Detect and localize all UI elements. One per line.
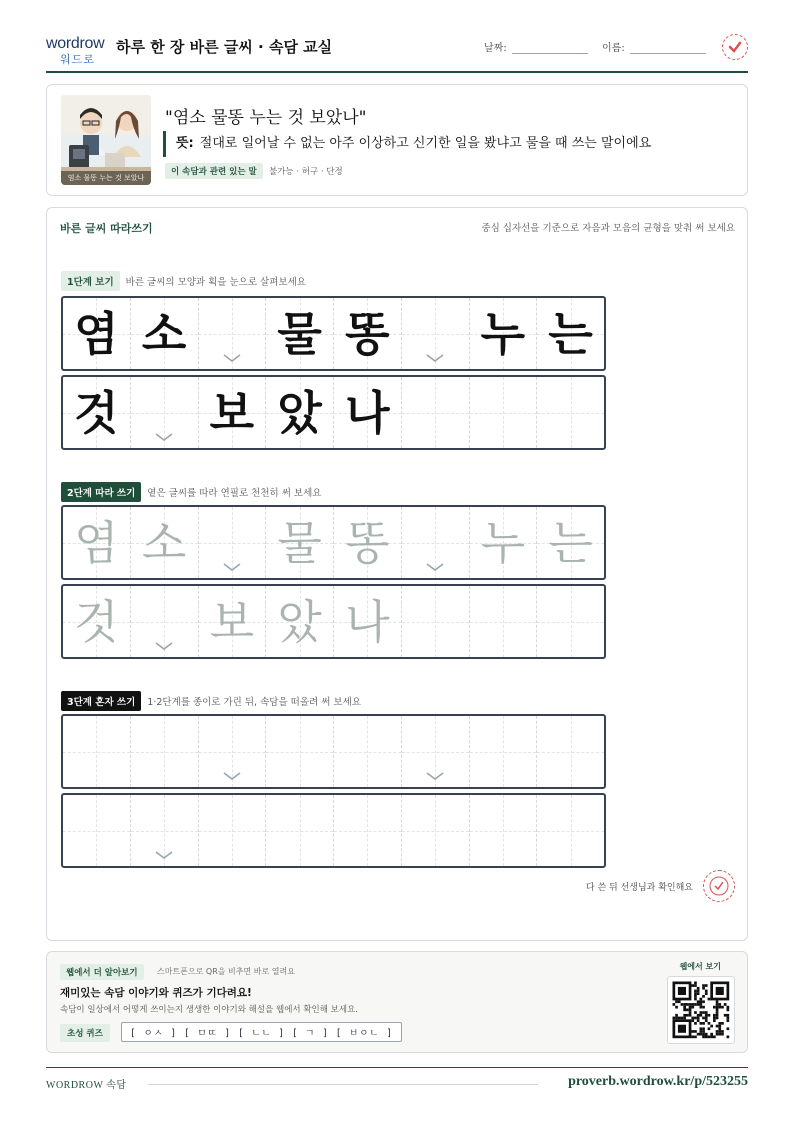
glyph: 았 bbox=[277, 594, 322, 649]
initials-quiz: [ ㅇㅅ ] [ ㅁㄸ ] [ ㄴㄴ ] [ ㄱ ] [ ㅂㅇㄴ ] bbox=[121, 1022, 402, 1042]
step-2-desc: 옅은 글씨를 따라 연필로 천천히 써 보세요 bbox=[147, 487, 322, 499]
check-stamp-icon bbox=[722, 34, 748, 60]
glyph: 았 bbox=[277, 385, 322, 440]
grid-cell[interactable] bbox=[199, 716, 267, 787]
grid-cell[interactable] bbox=[334, 586, 402, 657]
grid-cell bbox=[334, 377, 402, 448]
grid-cell[interactable] bbox=[266, 795, 334, 866]
name-label: 이름: bbox=[602, 43, 625, 54]
grid-cell[interactable] bbox=[199, 795, 267, 866]
view-row-2 bbox=[61, 375, 606, 450]
grid-cell bbox=[199, 377, 267, 448]
proverb-meaning bbox=[163, 131, 651, 157]
proverb-title: "염소 물똥 누는 것 보았나" bbox=[165, 108, 367, 128]
grid-cell[interactable] bbox=[470, 507, 538, 578]
space-mark-icon bbox=[426, 353, 444, 363]
page-title: 하루 한 장 바른 글씨 · 속담 교실 bbox=[116, 38, 333, 56]
glyph: 보 bbox=[209, 385, 255, 440]
grid-cell[interactable] bbox=[63, 507, 131, 578]
page-header bbox=[46, 30, 748, 70]
header-divider bbox=[46, 71, 748, 73]
proverb-illustration bbox=[61, 95, 151, 185]
grid-cell[interactable] bbox=[131, 716, 199, 787]
quiz-label: 초성 퀴즈 bbox=[60, 1024, 110, 1042]
grid-cell[interactable] bbox=[199, 507, 267, 578]
grid-cell bbox=[402, 377, 470, 448]
grid-cell bbox=[470, 298, 538, 369]
glyph: 것 bbox=[74, 594, 119, 649]
related-words: 불가능 · 허구 · 단정 bbox=[269, 167, 343, 177]
teacher-note: 다 쓴 뒤 선생님과 확인해요 bbox=[585, 883, 693, 893]
grid-cell[interactable] bbox=[131, 507, 199, 578]
glyph: 염 bbox=[74, 515, 119, 570]
space-mark-icon bbox=[223, 353, 241, 363]
meaning-text: 절대로 일어날 수 없는 아주 이상하고 신기한 일을 봤냐고 물을 때 쓰는 말이에요 bbox=[199, 136, 652, 151]
wordrow-logo: wordrow 워드로 bbox=[46, 35, 105, 66]
space-mark-icon bbox=[155, 850, 173, 860]
grid-cell[interactable] bbox=[199, 586, 267, 657]
practice-section bbox=[46, 207, 748, 941]
glyph: 누 bbox=[480, 306, 526, 361]
grid-cell bbox=[537, 377, 604, 448]
name-field[interactable] bbox=[630, 53, 706, 54]
glyph: 염 bbox=[74, 306, 119, 361]
grid-cell bbox=[402, 298, 470, 369]
grid-cell[interactable] bbox=[63, 716, 131, 787]
footer-url[interactable]: proverb.wordrow.kr/p/523255 bbox=[568, 1074, 748, 1089]
web-tag: 웹에서 더 알아보기 bbox=[60, 964, 144, 980]
space-mark-icon bbox=[155, 641, 173, 651]
glyph: 똥 bbox=[345, 515, 390, 570]
step-1 bbox=[61, 270, 306, 288]
web-card bbox=[46, 951, 748, 1053]
step-3-label: 3단계 혼자 쓰기 bbox=[61, 691, 141, 711]
grid-cell[interactable] bbox=[402, 795, 470, 866]
practice-title: 바른 글씨 따라쓰기 bbox=[60, 222, 153, 235]
step-2-label: 2단계 따라 쓰기 bbox=[61, 482, 141, 502]
glyph: 나 bbox=[345, 385, 390, 440]
grid-cell[interactable] bbox=[537, 716, 604, 787]
step-3 bbox=[61, 690, 361, 708]
space-mark-icon bbox=[223, 562, 241, 572]
grid-cell[interactable] bbox=[266, 716, 334, 787]
grid-cell[interactable] bbox=[470, 586, 538, 657]
grid-cell bbox=[199, 298, 267, 369]
footer-divider bbox=[46, 1067, 748, 1068]
glyph: 물 bbox=[277, 306, 322, 361]
date-field[interactable] bbox=[512, 53, 588, 54]
grid-cell bbox=[266, 377, 334, 448]
image-caption: 염소 물똥 누는 것 보았나 bbox=[61, 171, 151, 185]
space-mark-icon bbox=[223, 771, 241, 781]
grid-cell[interactable] bbox=[63, 795, 131, 866]
qr-label: 웹에서 보기 bbox=[679, 962, 721, 971]
grid-cell[interactable] bbox=[537, 507, 604, 578]
view-row-1 bbox=[61, 296, 606, 371]
glyph: 똥 bbox=[345, 306, 390, 361]
footer-brand: WORDROW 속담 bbox=[46, 1080, 127, 1091]
glyph: 누 bbox=[480, 515, 526, 570]
web-headline: 재미있는 속담 이야기와 퀴즈가 기다려요! bbox=[60, 987, 252, 999]
qr-code-icon[interactable] bbox=[667, 976, 735, 1044]
trace-row-2[interactable] bbox=[61, 584, 606, 659]
grid-cell bbox=[470, 377, 538, 448]
grid-cell bbox=[131, 377, 199, 448]
grid-cell[interactable] bbox=[537, 795, 604, 866]
grid-cell[interactable] bbox=[334, 716, 402, 787]
glyph: 나 bbox=[345, 594, 390, 649]
grid-cell bbox=[537, 298, 604, 369]
grid-cell[interactable] bbox=[334, 507, 402, 578]
teacher-stamp-icon bbox=[703, 870, 735, 902]
web-hint: 스마트폰으로 QR을 비추면 바로 열려요 bbox=[157, 967, 295, 976]
grid-cell[interactable] bbox=[402, 507, 470, 578]
glyph: 보 bbox=[209, 594, 255, 649]
grid-cell[interactable] bbox=[266, 586, 334, 657]
meaning-label: 뜻: bbox=[176, 136, 194, 151]
space-mark-icon bbox=[426, 562, 444, 572]
grid-cell[interactable] bbox=[266, 507, 334, 578]
step-1-desc: 바른 글씨의 모양과 획을 눈으로 살펴보세요 bbox=[125, 276, 306, 288]
grid-cell bbox=[334, 298, 402, 369]
step-2 bbox=[61, 481, 321, 499]
grid-cell[interactable] bbox=[131, 586, 199, 657]
grid-cell[interactable] bbox=[537, 586, 604, 657]
grid-cell bbox=[266, 298, 334, 369]
grid-cell bbox=[63, 377, 131, 448]
trace-row-1[interactable] bbox=[61, 505, 606, 580]
practice-hint: 중심 십자선을 기준으로 자음과 모음의 균형을 맞춰 써 보세요 bbox=[481, 223, 735, 234]
glyph: 것 bbox=[74, 385, 119, 440]
glyph: 물 bbox=[277, 515, 322, 570]
grid-cell[interactable] bbox=[470, 716, 538, 787]
grid-cell[interactable] bbox=[334, 795, 402, 866]
step-1-label: 1단계 보기 bbox=[61, 271, 120, 291]
glyph: 소 bbox=[141, 306, 187, 361]
proverb-card bbox=[46, 84, 748, 196]
related-label: 이 속담과 관련 있는 말 bbox=[165, 163, 263, 179]
write-row-1[interactable] bbox=[61, 714, 606, 789]
write-row-2[interactable] bbox=[61, 793, 606, 868]
grid-cell[interactable] bbox=[63, 586, 131, 657]
grid-cell[interactable] bbox=[470, 795, 538, 866]
glyph: 는 bbox=[548, 306, 593, 361]
step-3-desc: 1·2단계를 종이로 가린 뒤, 속담을 떠올려 써 보세요 bbox=[147, 696, 361, 708]
grid-cell[interactable] bbox=[402, 716, 470, 787]
grid-cell bbox=[131, 298, 199, 369]
footer-line bbox=[148, 1084, 538, 1085]
space-mark-icon bbox=[426, 771, 444, 781]
glyph: 는 bbox=[548, 515, 593, 570]
glyph: 소 bbox=[141, 515, 187, 570]
date-label: 날짜: bbox=[484, 43, 507, 54]
grid-cell bbox=[63, 298, 131, 369]
web-description: 속담이 일상에서 어떻게 쓰이는지 생생한 이야기와 해설을 웹에서 확인해 보세요. bbox=[60, 1005, 358, 1015]
grid-cell[interactable] bbox=[402, 586, 470, 657]
grid-cell[interactable] bbox=[131, 795, 199, 866]
space-mark-icon bbox=[155, 432, 173, 442]
